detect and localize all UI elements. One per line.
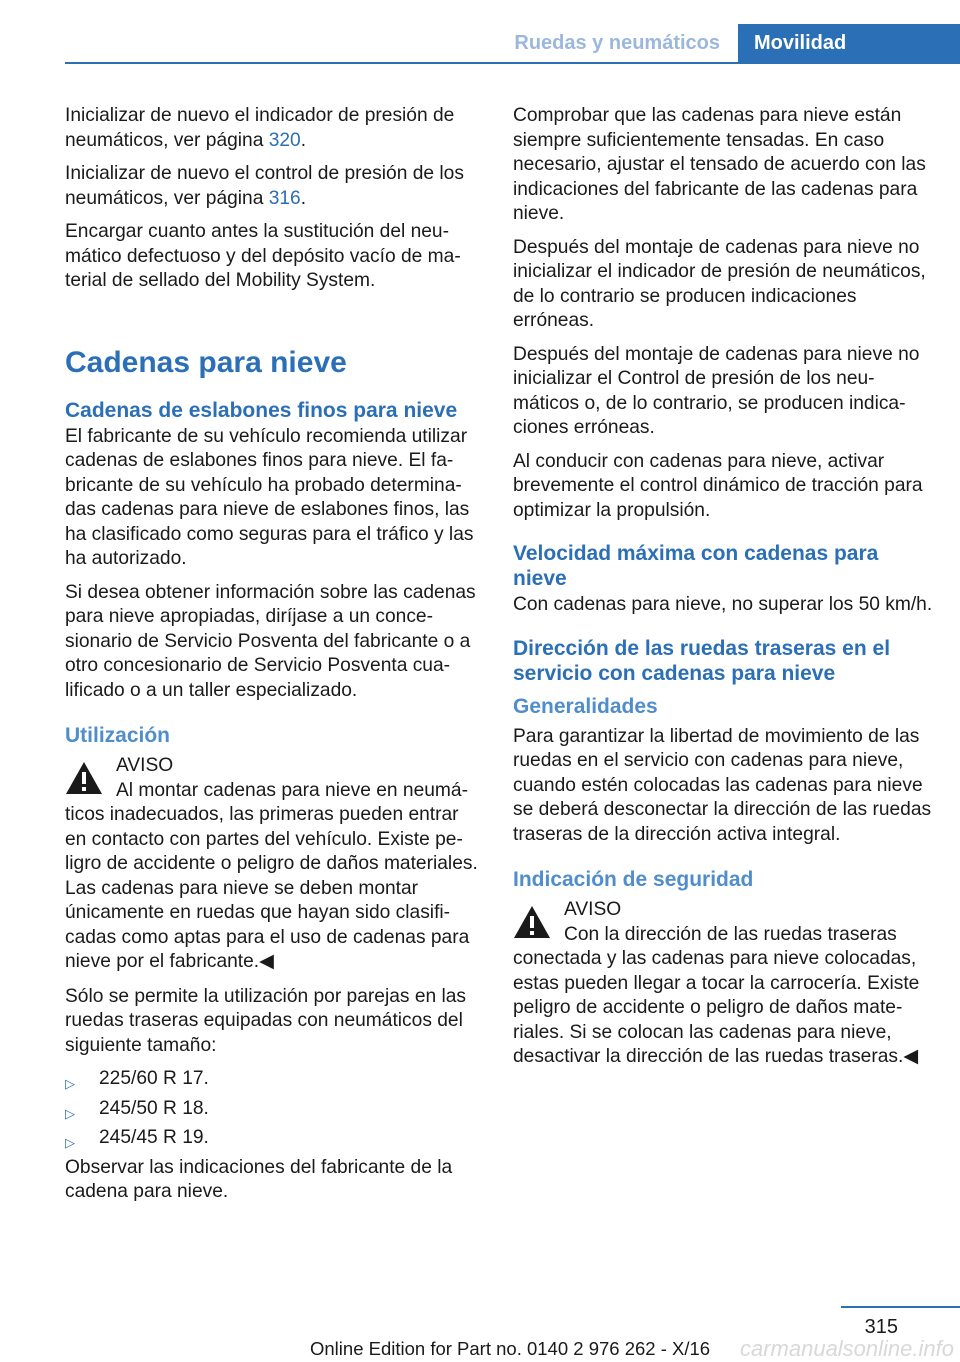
heading-generalidades: Generalidades: [513, 694, 658, 718]
right-column: [513, 104, 933, 1080]
paragraph: Inicializar de nuevo el control de presión de los neumáticos, ver página 316.: [65, 163, 464, 209]
warning-text-first-line: Con la dirección de las ruedas traseras: [564, 923, 897, 945]
paragraph: Después del montaje de cadenas para nieve no inicializar el Control de presión de los neumáticos o, de lo contrario, se producen indicaciones erróneas.: [513, 343, 920, 438]
watermark: carmanualsonline.info: [739, 1336, 954, 1361]
header-section-title: Ruedas y neumáticos: [514, 32, 720, 54]
warning-triangle-icon: [513, 904, 551, 940]
tire-size-list: [65, 1067, 481, 1151]
heading-cadenas-para-nieve: Cadenas para nieve: [65, 345, 347, 379]
warning-label: AVISO: [564, 899, 622, 920]
heading-utilizacion: Utilización: [65, 724, 171, 747]
heading-direccion-ruedas-traseras: Dirección de las ruedas traseras en el servicio con cadenas para nieve: [513, 636, 891, 685]
list-item: ▷ 225/60 R 17.: [65, 1067, 481, 1092]
list-item: ▷ 245/50 R 18.: [65, 1097, 481, 1122]
warning-text: ticos inadecuados, las primeras pueden entrar en contacto con partes del vehículo. Existe peligro de accidente o peligro de daños materiales. Las cadenas para nieve se deben montar únicamente en ruedas que hayan sido clasificadas como aptas para el uso de cadenas para nieve por el fabricante.◀: [65, 804, 478, 972]
paragraph: El fabricante de su vehículo recomienda utilizar cadenas de eslabones finos para nieve. El fabricante de su vehículo ha probado determinadas cadenas para nieve de eslabones finos, las ha clasificado como seguras para el tráfico y las ha autorizado.: [65, 425, 474, 569]
paragraph: Encargar cuanto antes la sustitución del neumático defectuoso y del depósito vacío de material de sellado del Mobility System.: [65, 221, 461, 291]
paragraph: Después del montaje de cadenas para nieve no inicializar el indicador de presión de neumáticos, de lo contrario se producen indicaciones erróneas.: [513, 236, 926, 331]
list-item: ▷ 245/45 R 19.: [65, 1126, 481, 1151]
paragraph: Para garantizar la libertad de movimiento de las ruedas en el servicio con cadenas para nieve, cuando estén colocadas las cadenas para nieve se deberá desconectar la dirección de las ruedas traseras de la dirección activa integral.: [513, 725, 932, 845]
warning-box: [65, 754, 481, 975]
warning-label: AVISO: [116, 755, 174, 776]
bullet-triangle-icon: ▷: [65, 1076, 75, 1091]
paragraph: Si desea obtener información sobre las cadenas para nieve apropiadas, diríjase a un concesionario de Servicio Posventa del fabricante o a otro concesionario de Servicio Posventa cualificado o a un taller especializado.: [65, 581, 476, 701]
left-column: [65, 104, 481, 1214]
paragraph: Inicializar de nuevo el indicador de presión de neumáticos, ver página 320.: [65, 105, 455, 151]
paragraph: Al conducir con cadenas para nieve, activar brevemente el control dinámico de tracción para optimizar la propulsión.: [513, 450, 923, 521]
footer-rule: [841, 1306, 960, 1308]
header-chapter-tab: Movilidad: [738, 24, 960, 64]
bullet-triangle-icon: ▷: [65, 1135, 75, 1150]
warning-text: conectada y las cadenas para nieve colocadas, estas pueden llegar a tocar la carrocería. Existe peligro de accidente o peligro de daños materiales. Si se colocan las cadenas para nieve, desactivar la dirección de las ruedas traseras.◀: [513, 948, 920, 1067]
paragraph: Sólo se permite la utilización por parejas en las ruedas traseras equipadas con neumáticos del siguiente tamaño:: [65, 985, 467, 1056]
warning-text-first-line: Al montar cadenas para nieve en neumá-: [116, 779, 468, 801]
page-number: 315: [864, 1316, 898, 1338]
warning-triangle-icon: [65, 760, 103, 796]
paragraph: Observar las indicaciones del fabricante de la cadena para nieve.: [65, 1156, 453, 1202]
heading-eslabones-finos: Cadenas de eslabones finos para nieve: [65, 398, 458, 422]
bullet-triangle-icon: ▷: [65, 1105, 75, 1121]
page-link-316[interactable]: 316: [268, 187, 301, 209]
warning-box: [513, 898, 933, 1070]
heading-indicacion-seguridad: Indicación de seguridad: [513, 868, 754, 891]
edition-footer: Online Edition for Part no. 0140 2 976 262 - X/16: [310, 1338, 711, 1359]
paragraph: Con cadenas para nieve, no superar los 50 km/h.: [513, 594, 933, 615]
page-link-320[interactable]: 320: [268, 129, 301, 151]
paragraph: Comprobar que las cadenas para nieve están siempre suficientemente tensadas. En caso necesario, ajustar el tensado de acuerdo con las indicaciones del fabricante de las cadenas para nieve.: [513, 105, 926, 224]
heading-velocidad-maxima: Velocidad máxima con cadenas para nieve: [513, 542, 879, 590]
